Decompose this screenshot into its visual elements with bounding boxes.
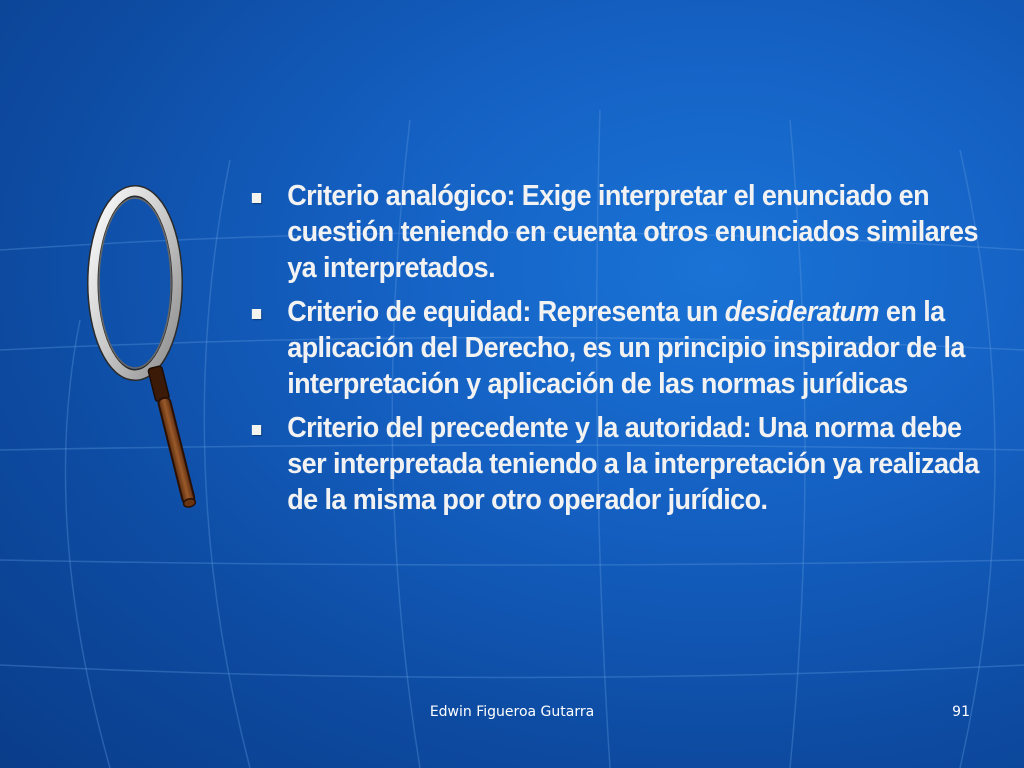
bullet-square-icon [252, 425, 261, 435]
slide-content [250, 178, 979, 526]
bullet-square-icon [252, 309, 261, 319]
bullet-text: Criterio analógico: Exige interpretar el enunciado en cuestión teniendo en cuenta otros enunciados similares ya interpretados. [287, 180, 978, 284]
bullet-list [250, 178, 979, 518]
bullet-item [250, 410, 994, 518]
bullet-square-icon [252, 193, 261, 203]
footer-author: Edwin Figueroa Gutarra [429, 704, 595, 720]
bullet-text: Criterio del precedente y la autoridad: Una norma debe ser interpretada teniendo a la interpretación ya realizada de la misma por otro operador jurídico. [287, 412, 979, 516]
bullet-text: Criterio de equidad: Representa un [287, 296, 725, 328]
bullet-item [250, 178, 994, 286]
page-number: 91 [952, 704, 970, 720]
magnifying-glass-icon [80, 185, 210, 525]
bullet-text: en la aplicación del Derecho, es un principio inspirador de la interpretación y aplicación de las normas jurídicas [287, 296, 965, 400]
bullet-item [250, 294, 994, 402]
bullet-text-italic: desideratum [724, 296, 879, 328]
